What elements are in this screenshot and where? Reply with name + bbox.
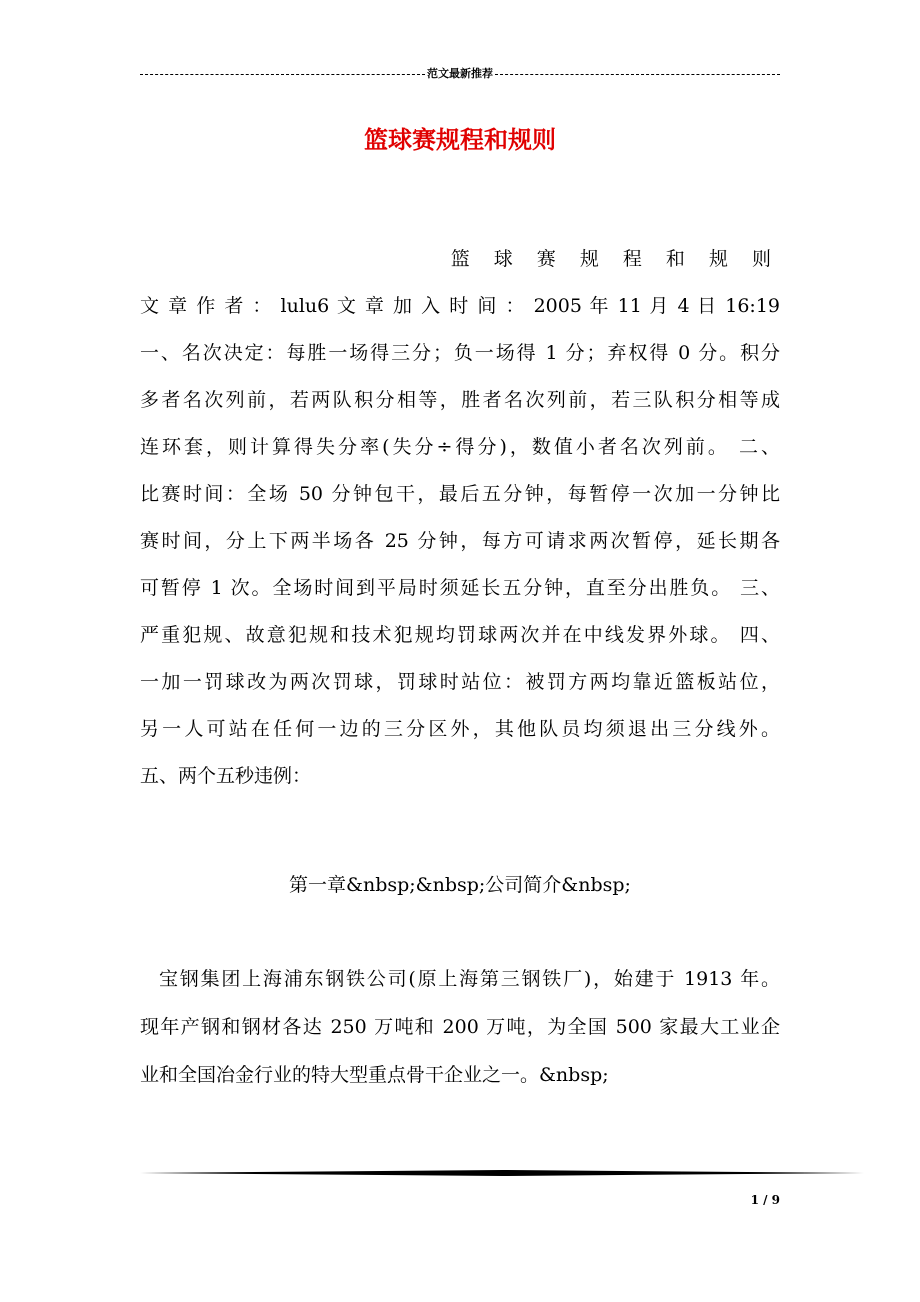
page-number: 1 / 9 (750, 1193, 780, 1207)
article-body (140, 236, 780, 800)
article-subtitle: 篮 球 赛 规 程 和 规 则 (450, 248, 780, 270)
footer-rule (140, 1170, 864, 1176)
article-meta-line: 文 章 作 者 ： lulu6 文 章 加 入 时 间 ： 2005 年 11 月 4 日 16:19 (140, 295, 780, 317)
intro-line: 现年产钢和钢材各达 250 万吨和 200 万吨，为全国 500 家最大工业企 (140, 1016, 780, 1038)
intro-line: 业和全国冶金行业的特大型重点骨干企业之一。&nbsp; (140, 1064, 609, 1086)
company-intro (140, 955, 780, 1099)
article-line: 五、两个五秒违例： (140, 765, 312, 787)
header-dash-left (140, 74, 425, 75)
document-title: 篮球赛规程和规则 (364, 125, 556, 154)
article-line: 严重犯规、故意犯规和技术犯规均罚球两次并在中线发界外球。 四、 (140, 624, 780, 646)
article-line: 多者名次列前，若两队积分相等，胜者名次列前，若三队积分相等成 (140, 389, 780, 411)
article-line: 比赛时间：全场 50 分钟包干，最后五分钟，每暂停一次加一分钟比 (140, 483, 780, 505)
article-line: 连环套，则计算得失分率(失分÷得分)，数值小者名次列前。 二、 (140, 436, 780, 458)
article-line: 一加一罚球改为两次罚球，罚球时站位：被罚方两均靠近篮板站位， (140, 671, 780, 693)
header-label: 范文最新推荐 (427, 67, 493, 80)
article-line: 一、名次决定：每胜一场得三分；负一场得 1 分；弃权得 0 分。积分 (140, 342, 780, 364)
header-rule (140, 66, 780, 82)
article-line: 赛时间，分上下两半场各 25 分钟，每方可请求两次暂停，延长期各 (140, 530, 780, 552)
chapter-heading: 第一章&nbsp;&nbsp;公司简介&nbsp; (289, 874, 631, 896)
article-line: 另一人可站在任何一边的三分区外，其他队员均须退出三分线外。 (140, 718, 780, 740)
header-dash-right (495, 74, 780, 75)
article-line: 可暂停 1 次。全场时间到平局时须延长五分钟，直至分出胜负。 三、 (140, 577, 780, 599)
intro-line: 宝钢集团上海浦东钢铁公司(原上海第三钢铁厂)，始建于 1913 年。 (159, 968, 780, 990)
